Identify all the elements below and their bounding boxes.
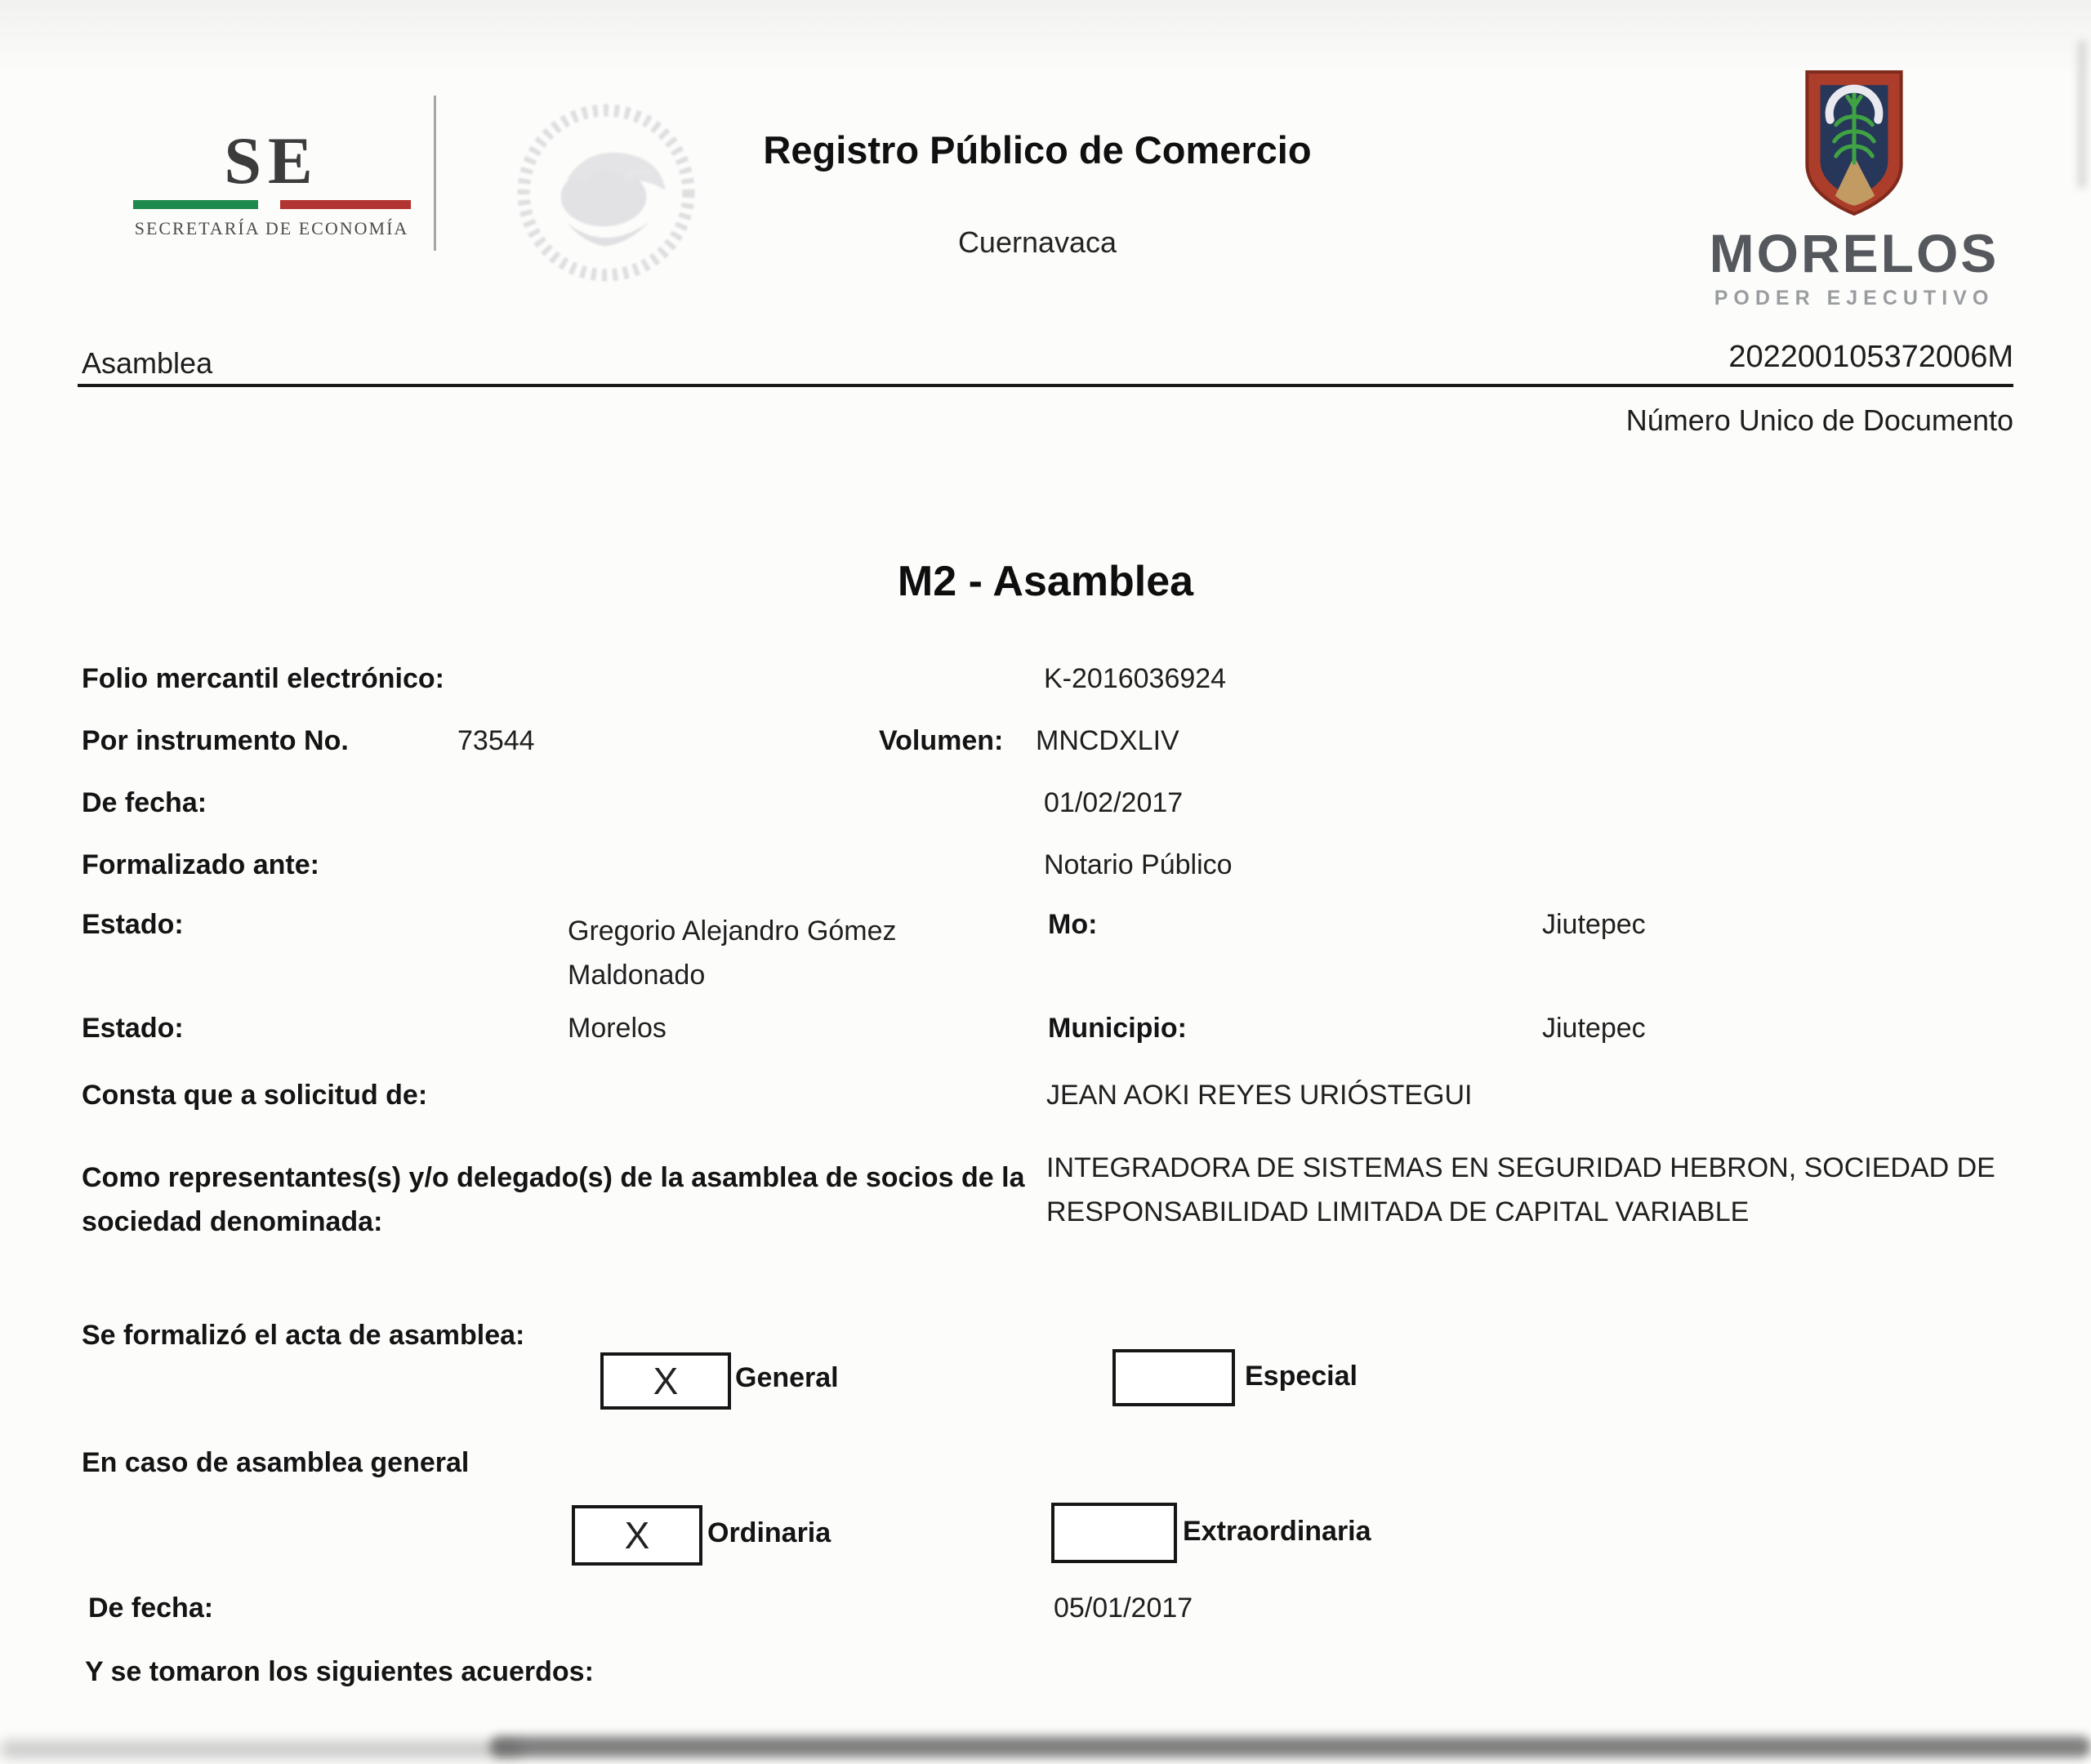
checkbox-general-label: General bbox=[735, 1362, 839, 1393]
formalizado-value: Notario Público bbox=[1044, 849, 1233, 880]
se-flag-bar-icon bbox=[133, 200, 411, 209]
solicitud-label: Consta que a solicitud de: bbox=[82, 1080, 428, 1111]
morelos-subtitle: PODER EJECUTIVO bbox=[1714, 287, 1995, 310]
checkbox-ordinaria[interactable] bbox=[572, 1505, 702, 1566]
solicitud-value: JEAN AOKI REYES URIÓSTEGUI bbox=[1046, 1080, 1473, 1111]
form-title: M2 - Asamblea bbox=[897, 558, 1194, 605]
representantes-value: INTEGRADORA DE SISTEMAS EN SEGURIDAD HEBRON, SOCIEDAD DE RESPONSABILIDAD LIMITADA DE CAPITAL VARIABLE bbox=[1046, 1152, 1995, 1228]
instrumento-label: Por instrumento No. bbox=[82, 725, 349, 756]
registry-header bbox=[760, 122, 1315, 260]
se-acronym: SE bbox=[224, 123, 319, 198]
volumen-value: MNCDXLIV bbox=[1036, 725, 1179, 756]
scan-smudge-bottom-left bbox=[0, 1741, 523, 1757]
municipio-value: Jiutepec bbox=[1542, 1013, 1646, 1044]
acuerdos-label: Y se tomaron los siguientes acuerdos: bbox=[85, 1656, 594, 1687]
checkbox-especial-label: Especial bbox=[1245, 1361, 1358, 1392]
morelos-wordmark: MORELOS bbox=[1709, 223, 2000, 283]
header-rule bbox=[78, 384, 2013, 387]
checkbox-ordinaria-label: Ordinaria bbox=[707, 1517, 831, 1548]
formalizado-label: Formalizado ante: bbox=[82, 849, 319, 880]
fecha-asamblea-label: De fecha: bbox=[88, 1592, 214, 1624]
fecha-instrumento-value: 01/02/2017 bbox=[1044, 787, 1184, 818]
estado-notario-label: Estado: bbox=[82, 909, 184, 940]
municipio-label: Municipio: bbox=[1048, 1013, 1187, 1044]
checkbox-general-mark: X bbox=[653, 1360, 679, 1402]
instrumento-value: 73544 bbox=[457, 725, 535, 756]
registry-title: Registro Público de Comercio bbox=[763, 128, 1312, 172]
scan-smudge-bottom bbox=[490, 1736, 2091, 1757]
folio-value: K-2016036924 bbox=[1044, 663, 1227, 694]
volumen-label: Volumen: bbox=[879, 725, 1004, 756]
national-seal-icon bbox=[511, 98, 701, 287]
morelos-shield-icon bbox=[1802, 65, 1906, 219]
checkbox-especial[interactable] bbox=[1112, 1349, 1235, 1406]
se-caption: SECRETARÍA DE ECONOMÍA bbox=[134, 218, 409, 238]
scan-smudge-right bbox=[2078, 41, 2086, 188]
acta-label: Se formalizó el acta de asamblea: bbox=[82, 1320, 525, 1351]
estado-label: Estado: bbox=[82, 1013, 184, 1044]
checkbox-extraordinaria-label: Extraordinaria bbox=[1183, 1516, 1371, 1547]
document-number: 202200105372006M bbox=[1728, 340, 2013, 374]
estado-value: Morelos bbox=[568, 1013, 667, 1044]
folio-label: Folio mercantil electrónico: bbox=[82, 663, 444, 694]
mo-label: Mo: bbox=[1048, 909, 1098, 940]
asamblea-general-label: En caso de asamblea general bbox=[82, 1447, 470, 1478]
se-logo bbox=[114, 123, 429, 239]
header-vertical-divider bbox=[434, 96, 436, 251]
document-number-caption: Número Unico de Documento bbox=[1625, 403, 2013, 437]
fecha-instrumento-label: De fecha: bbox=[82, 787, 207, 818]
estado-notario-value: Gregorio Alejandro Gómez Maldonado bbox=[568, 915, 897, 991]
checkbox-general[interactable] bbox=[600, 1352, 731, 1410]
fecha-asamblea-value: 05/01/2017 bbox=[1054, 1592, 1193, 1624]
checkbox-ordinaria-mark: X bbox=[624, 1514, 650, 1557]
registry-office: Cuernavaca bbox=[957, 225, 1117, 260]
morelos-logo bbox=[1683, 65, 2026, 310]
checkbox-extraordinaria[interactable] bbox=[1051, 1503, 1177, 1563]
representantes-label: Como representantes(s) y/o delegado(s) de la asamblea de socios de la sociedad denominada: bbox=[82, 1162, 1025, 1238]
record-type-label: Asamblea bbox=[82, 346, 213, 380]
mo-value: Jiutepec bbox=[1542, 909, 1646, 940]
